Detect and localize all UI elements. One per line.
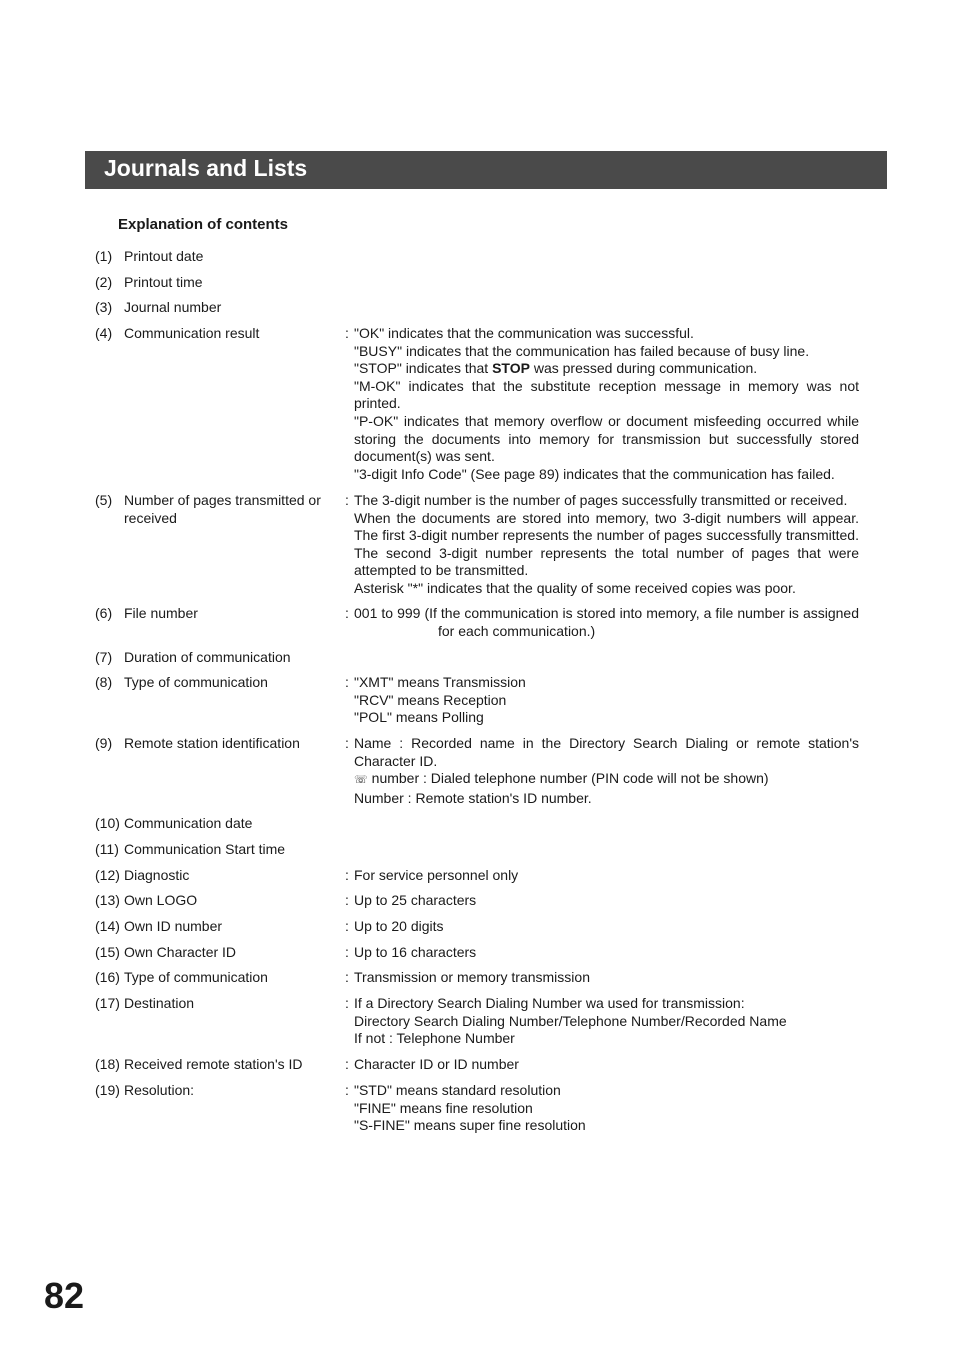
item-number: (13) <box>95 892 120 908</box>
description-line: Transmission or memory transmission <box>354 969 590 985</box>
item-label: Type of communication <box>124 969 268 985</box>
item-description <box>354 674 859 727</box>
description-line: Asterisk "*" indicates that the quality of some received copies was poor. <box>354 579 796 596</box>
item-number: (2) <box>95 274 113 290</box>
item-colon: : <box>345 969 349 985</box>
description-line: "POL" means Polling <box>354 709 484 726</box>
item-colon: : <box>345 1056 349 1072</box>
item-label: Received remote station's ID <box>124 1056 303 1072</box>
description-line: "M-OK" indicates that the substitute reception message in memory was not printed. <box>354 377 859 412</box>
description-line: 001 to 999 (If the communication is stored into memory, a file number is assigned for each communication.) <box>354 605 859 639</box>
item-label: Duration of communication <box>124 649 291 665</box>
description-line: When the documents are stored into memory, two 3-digit numbers will appear. The first 3-digit number represents the number of pages successfully transmitted. The second 3-digit number represents the total number of pages that were attempted to be transmitted. <box>354 509 859 579</box>
item-description <box>354 918 859 936</box>
item-colon: : <box>345 325 349 341</box>
section-title: Explanation of contents <box>118 216 289 233</box>
item-colon: : <box>345 735 349 751</box>
item-colon: : <box>345 867 349 883</box>
item-number: (14) <box>95 918 120 934</box>
item-description <box>354 735 859 807</box>
description-line: "XMT" means Transmission <box>354 674 526 690</box>
item-number: (1) <box>95 248 113 264</box>
item-description <box>354 944 859 962</box>
item-label: Own Character ID <box>124 944 237 960</box>
item-label: Type of communication <box>124 674 268 690</box>
item-colon: : <box>345 605 349 621</box>
item-label: File number <box>124 605 198 621</box>
item-label: Communication result <box>124 325 260 341</box>
item-label: Communication Start time <box>124 841 286 857</box>
item-description <box>354 605 859 640</box>
item-number: (17) <box>95 995 120 1011</box>
item-label: Diagnostic <box>124 867 190 883</box>
description-line <box>354 770 859 790</box>
description-line: Up to 25 characters <box>354 892 477 908</box>
item-description <box>354 1056 859 1074</box>
item-colon: : <box>345 995 349 1011</box>
description-line: Directory Search Dialing Number/Telephone Number/Recorded Name <box>354 1012 787 1029</box>
description-line: "OK" indicates that the communication was successful. <box>354 325 694 341</box>
item-label: Printout date <box>124 248 204 264</box>
item-number: (5) <box>95 492 113 508</box>
description-line: Up to 16 characters <box>354 944 477 960</box>
description-line: The 3-digit number is the number of pages successfully transmitted or received. <box>354 492 848 508</box>
item-label: Remote station identification <box>124 735 300 751</box>
item-colon: : <box>345 674 349 690</box>
item-colon: : <box>345 918 349 934</box>
item-label: Communication date <box>124 815 253 831</box>
page-number: 82 <box>44 1275 85 1316</box>
description-line <box>354 360 859 378</box>
item-number: (4) <box>95 325 113 341</box>
section-header-bar <box>85 151 887 189</box>
item-number: (18) <box>95 1056 120 1072</box>
item-number: (6) <box>95 605 113 621</box>
description-line: "3-digit Info Code" (See page 89) indicates that the communication has failed. <box>354 465 835 482</box>
item-number: (16) <box>95 969 120 985</box>
description-line: Up to 20 digits <box>354 918 444 934</box>
stop-key-label: STOP <box>492 360 530 377</box>
item-label: Destination <box>124 995 195 1011</box>
item-number: (19) <box>95 1082 120 1098</box>
item-number: (10) <box>95 815 120 831</box>
description-line: "FINE" means fine resolution <box>354 1099 533 1116</box>
description-line: If not : Telephone Number <box>354 1030 515 1047</box>
item-label: Own ID number <box>124 918 223 934</box>
item-number: (8) <box>95 674 113 690</box>
item-label: Journal number <box>124 299 222 315</box>
telephone-icon: ☏ <box>354 774 368 787</box>
item-description <box>354 1082 859 1135</box>
item-label: Own LOGO <box>124 892 198 908</box>
item-colon: : <box>345 492 349 508</box>
description-line: "S-FINE" means super fine resolution <box>354 1117 586 1134</box>
item-label: Number of pages transmitted or received <box>124 492 321 526</box>
item-description <box>354 995 859 1048</box>
description-line: "RCV" means Reception <box>354 691 507 708</box>
item-description <box>354 892 859 910</box>
page-title: Journals and Lists <box>104 155 308 181</box>
item-number: (12) <box>95 867 120 883</box>
description-line: For service personnel only <box>354 867 519 883</box>
item-label: Resolution: <box>124 1082 195 1098</box>
item-description <box>354 492 859 598</box>
description-text: was pressed during communication. <box>533 360 758 377</box>
item-number: (7) <box>95 649 113 665</box>
item-number: (9) <box>95 735 113 751</box>
item-colon: : <box>345 1082 349 1098</box>
item-number: (15) <box>95 944 120 960</box>
item-colon: : <box>345 892 349 908</box>
item-description <box>354 325 859 483</box>
description-text: "STOP" indicates that <box>354 360 489 377</box>
description-line: "P-OK" indicates that memory overflow or document misfeeding occurred while storing the documents into memory for transmission but successfully stored document(s) was sent. <box>354 412 859 465</box>
item-label: Printout time <box>124 274 203 290</box>
description-line: Character ID or ID number <box>354 1056 519 1072</box>
description-line: "BUSY" indicates that the communication has failed because of busy line. <box>354 342 810 359</box>
description-line: Number : Remote station's ID number. <box>354 789 592 806</box>
description-line: Name : Recorded name in the Directory Search Dialing or remote station's Character ID. <box>354 735 859 769</box>
item-description <box>354 969 859 987</box>
item-colon: : <box>345 944 349 960</box>
description-text: number : Dialed telephone number (PIN code will not be shown) <box>371 770 769 787</box>
item-number: (11) <box>95 841 119 857</box>
description-line: "STD" means standard resolution <box>354 1082 561 1098</box>
description-line: If a Directory Search Dialing Number wa used for transmission: <box>354 995 745 1011</box>
item-number: (3) <box>95 299 113 315</box>
item-description <box>354 867 859 885</box>
